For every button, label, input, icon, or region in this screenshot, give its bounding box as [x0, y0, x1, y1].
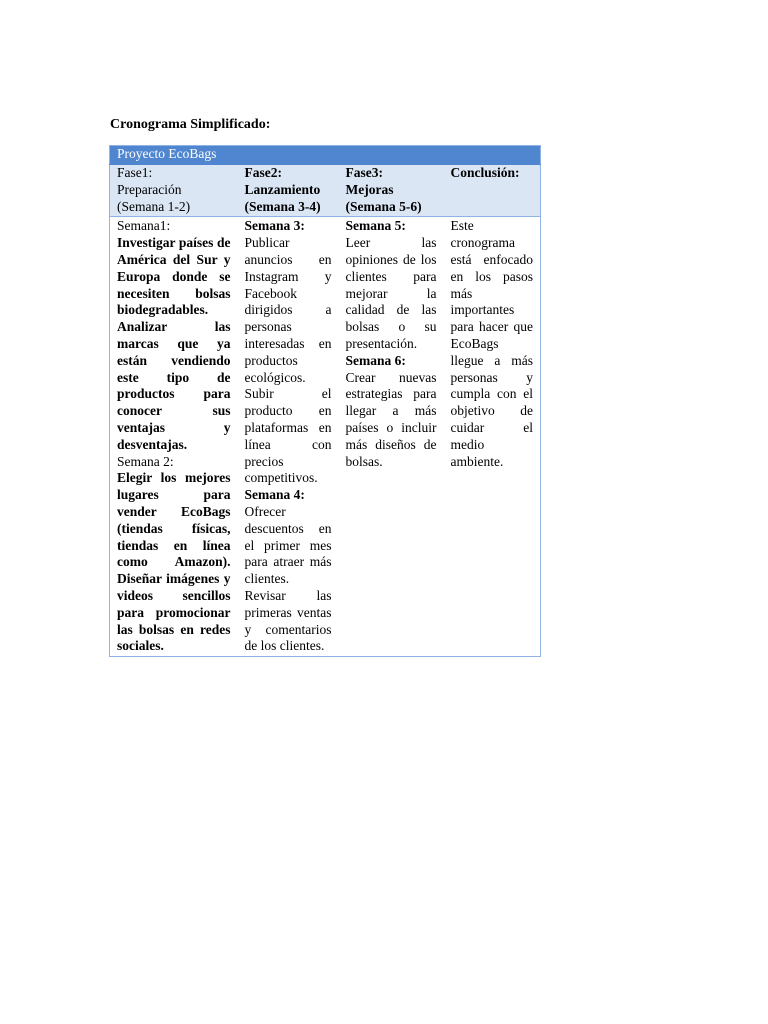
schedule-table [109, 145, 541, 657]
phase3-weeks: (Semana 5-6) [345, 198, 422, 214]
phase1-cell [110, 217, 238, 657]
phase3-cell [339, 217, 444, 657]
phase-header-row [110, 165, 541, 217]
conclusion-header [444, 165, 541, 217]
phase3-name: Mejoras [345, 181, 394, 197]
project-label: Proyecto EcoBags [110, 146, 238, 165]
phase1-name: Preparación [117, 181, 182, 197]
week6-text: Crear nuevas estrategias para llegar a más países o incluir más diseños de bolsas. [345, 369, 437, 469]
project-header-row [110, 146, 541, 165]
week6-label: Semana 6: [345, 352, 406, 368]
conclusion-cell [444, 217, 541, 657]
phase2-cell [238, 217, 339, 657]
page-title: Cronograma Simplificado: [110, 117, 271, 132]
schedule-body-row [110, 217, 541, 657]
week2-label: Semana 2: [117, 453, 174, 469]
conclusion-text: Este cronograma está enfocado en los pasos más importantes para hacer que EcoBags llegue a más personas y cumpla con el objetivo de cuidar el medio ambiente. [450, 218, 533, 469]
week3-text: Publicar anuncios en Instagram y Facebook dirigidos a personas interesadas en productos ecológicos. Subir el producto en plataformas en línea con precios competitivos. [244, 235, 332, 486]
phase2-weeks: (Semana 3-4) [244, 198, 321, 214]
phase1-title: Fase1: [117, 165, 153, 180]
phase1-weeks: (Semana 1-2) [117, 198, 191, 214]
week4-label: Semana 4: [244, 487, 305, 503]
week1-text: Investigar países de América del Sur y Europa donde se necesiten bolsas biodegradables. Analizar las marcas que ya están vendiendo este tipo de productos para conocer sus ventajas y desventajas. [117, 235, 231, 452]
phase3-title: Fase3: [345, 165, 383, 180]
week2-text: Elegir los mejores lugares para vender EcoBags (tiendas físicas, tiendas en línea como Amazon). Diseñar imágenes y videos sencillos para promocionar las bolsas en redes sociales. [117, 470, 231, 654]
week1-label: Semana1: [117, 218, 171, 234]
phase1-header [110, 165, 238, 217]
phase3-header [339, 165, 444, 217]
phase2-name: Lanzamiento [244, 181, 321, 197]
week5-label: Semana 5: [345, 218, 406, 234]
conclusion-title: Conclusión: [450, 165, 520, 180]
week3-label: Semana 3: [244, 218, 305, 234]
week5-text: Leer las opiniones de los clientes para mejorar la calidad de las bolsas o su presentación. [345, 235, 437, 351]
phase2-title: Fase2: [244, 165, 282, 180]
week4-text: Ofrecer descuentos en el primer mes para atraer más clientes. Revisar las primeras ventas y comentarios de los clientes. [244, 503, 332, 654]
phase2-header [238, 165, 339, 217]
